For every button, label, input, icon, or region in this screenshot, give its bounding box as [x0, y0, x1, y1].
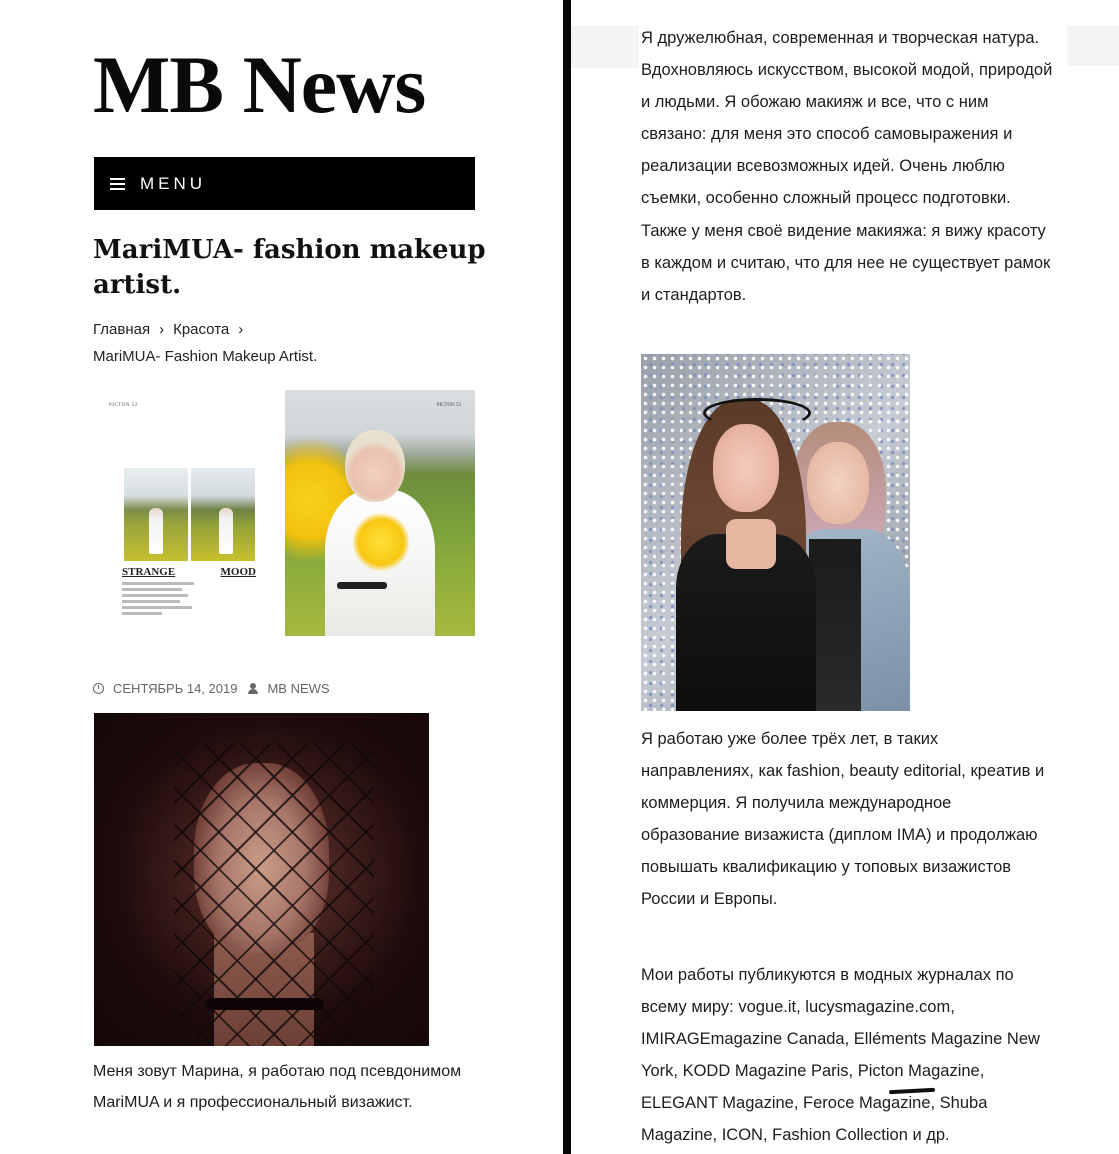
chevron-right-icon: › — [238, 321, 244, 338]
breadcrumb-home[interactable]: Главная — [93, 321, 151, 338]
post-title: MariMUA- fashion makeup artist. — [93, 235, 486, 300]
magazine-spread-right — [285, 390, 475, 636]
header-strip — [571, 26, 639, 68]
magazine-heading-a: STRANGE — [122, 566, 176, 578]
magazine-label: PICTON 53 — [436, 403, 461, 408]
right-page-panel — [571, 0, 1119, 1154]
magazine-credits — [122, 582, 202, 618]
bio-paragraph-2: Я работаю уже более трёх лет, в таких направлениях, как fashion, beauty editorial, креатив и коммерция. Я получила международное образование визажиста (диплом IMA) и продолжаю повышать квалификацию у топовых визажистов России и Европы. — [641, 730, 1045, 909]
intro-paragraph: Меня зовут Марина, я работаю под псевдонимом MariMUA и я профессиональный визажист. — [93, 1063, 462, 1111]
clock-icon — [93, 683, 104, 694]
post-meta — [93, 681, 330, 696]
panel-divider — [563, 0, 571, 1154]
hamburger-icon — [110, 178, 125, 190]
portrait-image — [94, 713, 429, 1046]
menu-button[interactable] — [94, 157, 475, 210]
breadcrumb-current: MariMUA- Fashion Makeup Artist. — [93, 348, 318, 365]
header-strip — [1067, 26, 1119, 66]
breadcrumb-category[interactable]: Красота — [173, 321, 230, 338]
post-author[interactable]: MB NEWS — [267, 681, 330, 696]
magazine-heading-b: MOOD — [220, 566, 256, 578]
chevron-right-icon: › — [159, 321, 165, 338]
magazine-heading — [122, 566, 256, 578]
magazine-spread-left — [94, 390, 282, 636]
magazine-label: PICTON 52 — [109, 403, 138, 408]
artist-photo — [641, 354, 910, 711]
breadcrumb — [93, 316, 493, 370]
post-date[interactable]: СЕНТЯБРЬ 14, 2019 — [113, 681, 238, 696]
bio-paragraph-3: Мои работы публикуются в модных журналах по всему миру: vogue.it, lucysmagazine.com, IMIRAGEmagazine Canada, Elléments Magazine New York, KODD Magazine Paris, Picton Magazine, ELEGANT Magazine, Feroce Magazine, Shuba Magazine, ICON, Fashion Collection и др. — [641, 966, 1040, 1145]
site-title[interactable]: MB News — [93, 39, 426, 130]
user-icon — [248, 683, 258, 694]
magazine-photo — [191, 468, 255, 561]
bio-paragraph-1: Я дружелюбная, современная и творческая натура. Вдохновляюсь искусством, высокой модой, природой и людьми. Я обожаю макияж и все, что с ним связано: для меня это способ самовыражения и реализации всевозможных идей. Очень люблю съемки, особенно сложный процесс подготовки. Также у меня своё видение макияжа: я вижу красоту в каждом и считаю, что для нее не существует рамок и стандартов. — [641, 29, 1053, 304]
magazine-photo — [124, 468, 188, 561]
menu-label: MENU — [140, 173, 207, 193]
